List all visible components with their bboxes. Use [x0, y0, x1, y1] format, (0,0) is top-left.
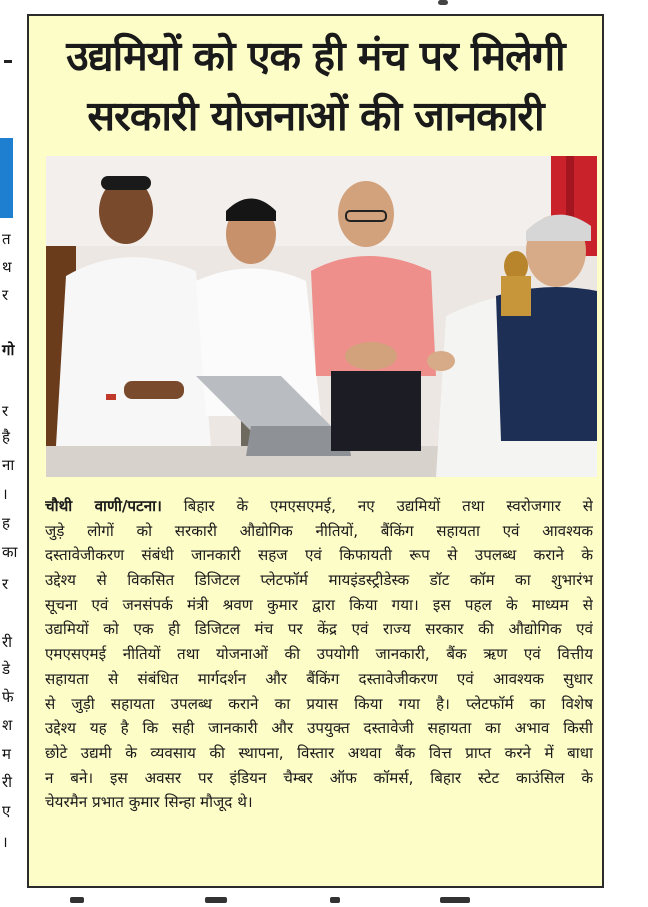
fragment-glyph: र — [2, 575, 9, 593]
article-line-2: जुड़े लोगों को सरकारी औद्योगिक नीतियों, बैंकिंग सहायता एवं आवश्यक — [45, 521, 593, 540]
article-line-9: से जुड़ी सहायता उपलब्ध कराने का प्रयास किया गया है। प्लेटफॉर्म का विशेष — [45, 694, 593, 713]
photo-illustration — [46, 156, 597, 477]
article-line-13: चेयरमैन प्रभात कुमार सिन्हा मौजूद थे। — [45, 793, 253, 812]
dash-mark — [4, 60, 12, 63]
edge-mark — [440, 897, 470, 903]
fragment-glyph: फे — [2, 688, 14, 706]
article-line-8: सहायता से संबंधित मार्गदर्शन और बैंकिंग दस्तावेजीकरण एवं आवश्यक सुधार — [45, 669, 593, 688]
edge-mark — [70, 897, 84, 903]
article-line-12: न बने। इस अवसर पर इंडियन चैम्बर ऑफ कॉमर्स, बिहार स्टेट काउंसिल के — [45, 768, 593, 787]
fragment-glyph: । — [2, 485, 8, 503]
fragment-glyph: र — [2, 402, 9, 420]
article-line-3: दस्तावेजीकरण संबंधी जानकारी सहज एवं किफायती रूप से उपलब्ध कराने के — [45, 546, 593, 565]
edge-mark — [330, 897, 340, 903]
dateline: चौथी वाणी/पटना। — [45, 497, 162, 515]
fragment-glyph: ह — [2, 514, 10, 532]
fragment-glyph: । — [2, 833, 8, 851]
article-line-1 — [45, 494, 593, 519]
headline-line-1: उद्यमियों को एक ही मंच पर मिलेगी — [66, 32, 565, 80]
fragment-glyph: गो — [2, 341, 15, 359]
fragment-glyph: का — [2, 543, 18, 561]
fragment-glyph: श — [2, 716, 13, 734]
article-line-4: उद्देश्य से विकसित डिजिटल प्लेटफॉर्म मायइंडस्ट्रीडेस्क डॉट कॉम का शुभारंभ — [45, 571, 593, 590]
fragment-glyph: है — [2, 428, 10, 446]
fragment-glyph: डे — [2, 660, 11, 678]
blue-tab-mark — [0, 138, 13, 218]
news-article — [27, 14, 604, 888]
news-photo — [46, 156, 597, 477]
bottom-edge-fragment — [0, 893, 648, 907]
fragment-glyph: री — [2, 633, 13, 651]
fragment-glyph: री — [2, 773, 13, 791]
fragment-glyph: र — [2, 286, 9, 304]
top-edge-mark — [438, 0, 448, 5]
edge-mark — [205, 897, 227, 903]
article-line-text: बिहार के एमएसएमई, नए उद्यमियों तथा स्वरोजगार से — [161, 497, 593, 515]
article-line-10: उद्देश्य यह है कि सही जानकारी और उपयुक्त दस्तावेजी सहायता का अभाव किसी — [45, 719, 593, 738]
article-line-5: सूचना एवं जनसंपर्क मंत्री श्रवण कुमार द्वारा किया गया। इस पहल के माध्यम से — [45, 595, 593, 614]
article-line-11: छोटे उद्यमी के व्यवसाय की स्थापना, विस्तार अथवा बैंक वित्त प्राप्त करने में बाधा — [45, 743, 593, 762]
article-line-6: उद्यमियों को एक ही डिजिटल मंच पर केंद्र एवं राज्य सरकार की औद्योगिक एवं — [45, 620, 593, 639]
article-body — [45, 494, 593, 815]
headline-line-2: सरकारी योजनाओं की जानकारी — [87, 92, 544, 140]
fragment-glyph: त — [2, 230, 11, 248]
fragment-glyph: ए — [2, 802, 11, 820]
fragment-glyph: ना — [2, 456, 15, 474]
adjacent-column-fragment — [0, 0, 24, 907]
fragment-glyph: म — [2, 745, 11, 763]
fragment-glyph: थ — [2, 258, 12, 276]
article-line-7: एमएसएमई नीतियों तथा योजनाओं की उपयोगी जानकारी, बैंक ऋण एवं वित्तीय — [45, 645, 593, 664]
